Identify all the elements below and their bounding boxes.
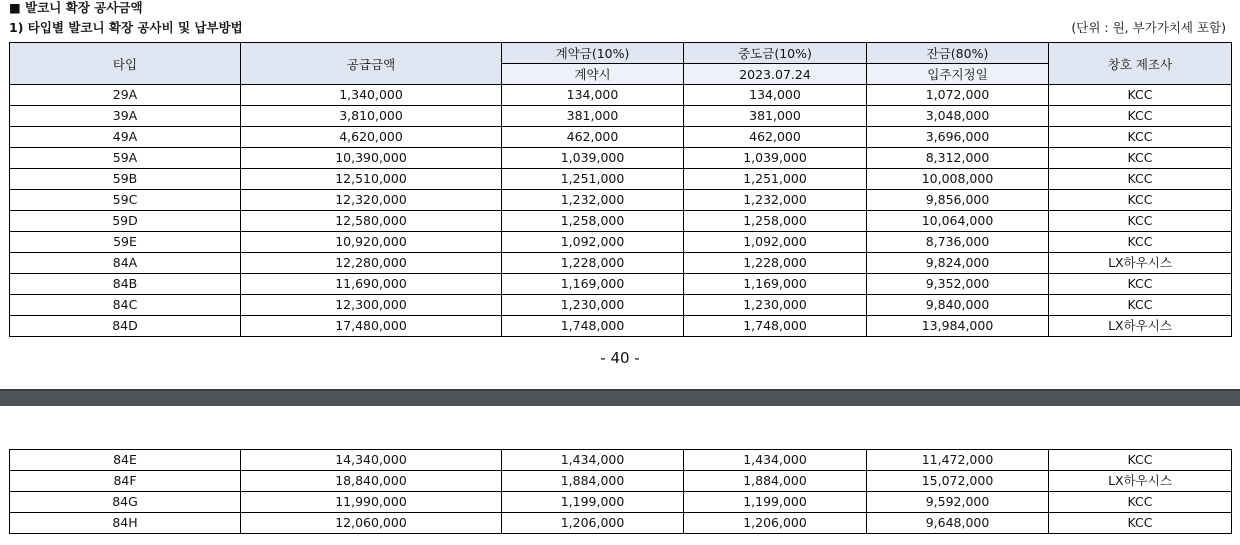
table-body-continued [10, 450, 1232, 534]
cell-contract: 1,434,000 [502, 450, 684, 471]
cell-balance: 3,048,000 [867, 106, 1049, 127]
table-row [10, 211, 1232, 232]
cell-type: 59B [10, 169, 241, 190]
sub-title: 1) 타입별 발코니 확장 공사비 및 납부방법 [9, 20, 243, 35]
cell-contract: 381,000 [502, 106, 684, 127]
unit-note: (단위 : 원, 부가가치세 포함) [1071, 20, 1226, 35]
table-row [10, 106, 1232, 127]
table-row [10, 190, 1232, 211]
cell-manufacturer: KCC [1049, 190, 1232, 211]
cell-contract: 1,258,000 [502, 211, 684, 232]
cell-manufacturer: KCC [1049, 492, 1232, 513]
cell-balance: 9,352,000 [867, 274, 1049, 295]
cell-supply-amount: 12,300,000 [241, 295, 502, 316]
cell-balance: 10,064,000 [867, 211, 1049, 232]
table-row [10, 85, 1232, 106]
table-row [10, 274, 1232, 295]
table-row [10, 513, 1232, 534]
cell-balance: 15,072,000 [867, 471, 1049, 492]
cell-manufacturer: LX하우시스 [1049, 471, 1232, 492]
header-type: 타입 [10, 43, 241, 85]
cell-type: 84B [10, 274, 241, 295]
balcony-cost-table [9, 42, 1232, 337]
cell-balance: 3,696,000 [867, 127, 1049, 148]
cell-middle: 1,748,000 [684, 316, 867, 337]
cell-middle: 381,000 [684, 106, 867, 127]
cell-contract: 462,000 [502, 127, 684, 148]
cell-middle: 134,000 [684, 85, 867, 106]
cell-supply-amount: 10,920,000 [241, 232, 502, 253]
cell-middle: 1,092,000 [684, 232, 867, 253]
balcony-cost-table-continued [9, 449, 1232, 534]
cell-contract: 1,206,000 [502, 513, 684, 534]
cell-type: 84C [10, 295, 241, 316]
header-supply-amount: 공급금액 [241, 43, 502, 85]
cell-contract: 1,884,000 [502, 471, 684, 492]
header-manufacturer: 창호 제조사 [1049, 43, 1232, 85]
cell-middle: 1,039,000 [684, 148, 867, 169]
cell-supply-amount: 12,320,000 [241, 190, 502, 211]
table-row [10, 148, 1232, 169]
cell-type: 59D [10, 211, 241, 232]
cell-type: 84G [10, 492, 241, 513]
header-contract-when: 계약시 [502, 64, 684, 85]
cell-balance: 9,840,000 [867, 295, 1049, 316]
cell-supply-amount: 12,580,000 [241, 211, 502, 232]
cell-balance: 1,072,000 [867, 85, 1049, 106]
header-middle: 중도금(10%) [684, 43, 867, 64]
cell-manufacturer: LX하우시스 [1049, 253, 1232, 274]
cell-contract: 134,000 [502, 85, 684, 106]
cell-balance: 9,856,000 [867, 190, 1049, 211]
cell-manufacturer: KCC [1049, 127, 1232, 148]
cell-manufacturer: KCC [1049, 85, 1232, 106]
cell-supply-amount: 11,690,000 [241, 274, 502, 295]
cell-type: 84E [10, 450, 241, 471]
cell-supply-amount: 11,990,000 [241, 492, 502, 513]
cell-middle: 1,884,000 [684, 471, 867, 492]
cell-supply-amount: 4,620,000 [241, 127, 502, 148]
cell-balance: 8,736,000 [867, 232, 1049, 253]
cell-manufacturer: KCC [1049, 169, 1232, 190]
header-contract: 계약금(10%) [502, 43, 684, 64]
header-balance: 잔금(80%) [867, 43, 1049, 64]
table-body [10, 85, 1232, 337]
cell-supply-amount: 18,840,000 [241, 471, 502, 492]
cell-contract: 1,092,000 [502, 232, 684, 253]
cell-contract: 1,232,000 [502, 190, 684, 211]
cell-balance: 10,008,000 [867, 169, 1049, 190]
cell-type: 84D [10, 316, 241, 337]
cell-manufacturer: KCC [1049, 450, 1232, 471]
cell-manufacturer: KCC [1049, 232, 1232, 253]
cell-supply-amount: 12,280,000 [241, 253, 502, 274]
cell-type: 84A [10, 253, 241, 274]
cell-middle: 1,251,000 [684, 169, 867, 190]
cell-supply-amount: 1,340,000 [241, 85, 502, 106]
cell-balance: 8,312,000 [867, 148, 1049, 169]
cell-manufacturer: KCC [1049, 513, 1232, 534]
cell-type: 59E [10, 232, 241, 253]
table-row [10, 316, 1232, 337]
cell-contract: 1,169,000 [502, 274, 684, 295]
page-number: - 40 - [600, 349, 640, 367]
cell-type: 39A [10, 106, 241, 127]
cell-supply-amount: 10,390,000 [241, 148, 502, 169]
cell-contract: 1,748,000 [502, 316, 684, 337]
cell-manufacturer: KCC [1049, 106, 1232, 127]
cell-manufacturer: KCC [1049, 211, 1232, 232]
cell-type: 84H [10, 513, 241, 534]
cell-balance: 9,648,000 [867, 513, 1049, 534]
cell-type: 29A [10, 85, 241, 106]
cell-middle: 1,206,000 [684, 513, 867, 534]
cell-supply-amount: 17,480,000 [241, 316, 502, 337]
cell-middle: 462,000 [684, 127, 867, 148]
header-balance-when: 입주지정일 [867, 64, 1049, 85]
cell-middle: 1,230,000 [684, 295, 867, 316]
cell-supply-amount: 12,060,000 [241, 513, 502, 534]
table-row [10, 253, 1232, 274]
cell-contract: 1,230,000 [502, 295, 684, 316]
cell-balance: 11,472,000 [867, 450, 1049, 471]
table-row [10, 295, 1232, 316]
table-row [10, 471, 1232, 492]
cell-type: 49A [10, 127, 241, 148]
table-row [10, 169, 1232, 190]
cell-middle: 1,228,000 [684, 253, 867, 274]
cell-manufacturer: LX하우시스 [1049, 316, 1232, 337]
cell-balance: 9,824,000 [867, 253, 1049, 274]
cell-middle: 1,434,000 [684, 450, 867, 471]
cell-balance: 9,592,000 [867, 492, 1049, 513]
cell-manufacturer: KCC [1049, 295, 1232, 316]
cell-contract: 1,251,000 [502, 169, 684, 190]
cell-contract: 1,199,000 [502, 492, 684, 513]
cell-contract: 1,228,000 [502, 253, 684, 274]
cell-type: 84F [10, 471, 241, 492]
cell-supply-amount: 12,510,000 [241, 169, 502, 190]
cell-contract: 1,039,000 [502, 148, 684, 169]
table-row [10, 127, 1232, 148]
page-divider [0, 389, 1240, 406]
section-title: ■ 발코니 확장 공사금액 [9, 0, 143, 15]
cell-type: 59A [10, 148, 241, 169]
cell-balance: 13,984,000 [867, 316, 1049, 337]
cell-middle: 1,199,000 [684, 492, 867, 513]
table-row [10, 232, 1232, 253]
header-middle-when: 2023.07.24 [684, 64, 867, 85]
cell-supply-amount: 14,340,000 [241, 450, 502, 471]
page-divider-edge [0, 389, 1240, 391]
table-row [10, 450, 1232, 471]
table-row [10, 492, 1232, 513]
cell-type: 59C [10, 190, 241, 211]
cell-manufacturer: KCC [1049, 148, 1232, 169]
cell-middle: 1,169,000 [684, 274, 867, 295]
cell-middle: 1,258,000 [684, 211, 867, 232]
cell-supply-amount: 3,810,000 [241, 106, 502, 127]
cell-manufacturer: KCC [1049, 274, 1232, 295]
cell-middle: 1,232,000 [684, 190, 867, 211]
